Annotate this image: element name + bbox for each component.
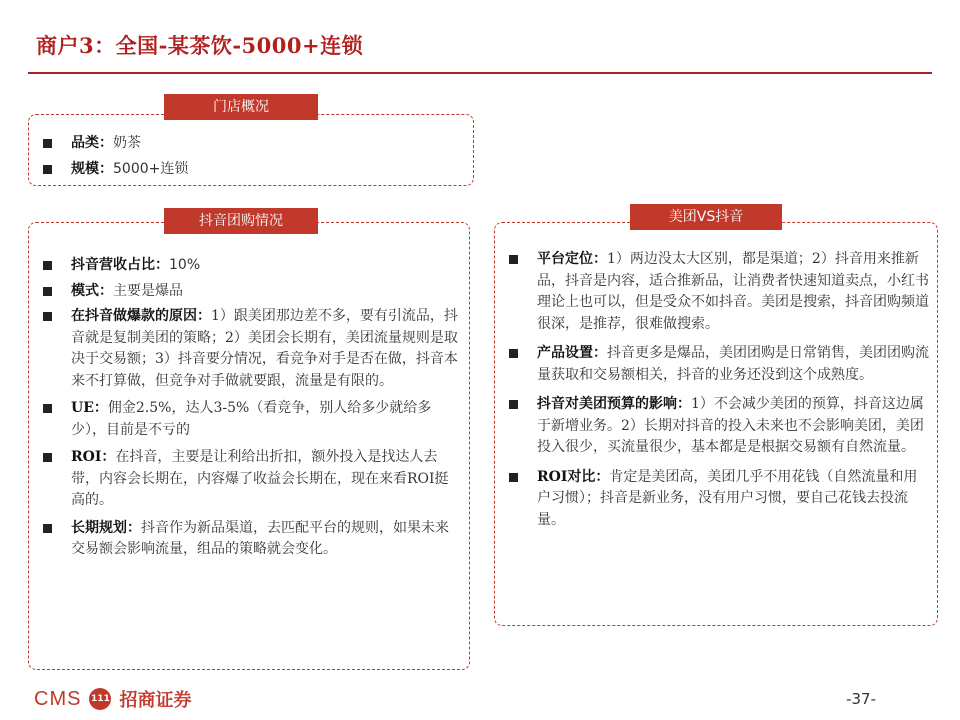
list-item: 抖音对美团预算的影响：1）不会减少美团的预算，抖音这边属于新增业务。2）长期对抖音的投入未来也不会影响美团，美团投入很少，买流量很少，基本都是是根据交易额有自然流量。: [509, 394, 929, 459]
list-item: 品类：奶茶: [43, 133, 463, 155]
cms-logo-text: CMS: [34, 687, 82, 710]
page-title: 商户3：全国-某茶饮-5000+连锁: [36, 33, 364, 58]
list-item: UE：佣金2.5%，达人3-5%（看竞争，别人给多少就给多少），目前是不亏的: [43, 398, 459, 441]
bullet-icon: [43, 453, 52, 462]
list-item: 长期规划：抖音作为新品渠道，去匹配平台的规则，如果未来交易额会影响流量，组品的策略就会变化。: [43, 518, 459, 561]
brand-name: 招商证券: [119, 690, 192, 711]
bullet-icon: [43, 261, 52, 270]
douyin-groupbuy-box: [28, 222, 470, 670]
bullet-icon: [509, 400, 518, 409]
douyin-groupbuy-tag: 抖音团购情况: [164, 208, 318, 234]
bullet-icon: [43, 312, 52, 321]
logo-mark-icon: 111: [89, 688, 111, 710]
bullet-icon: [43, 404, 52, 413]
store-overview-box: [28, 114, 474, 186]
store-overview-list: [43, 133, 463, 180]
footer-logo: [34, 686, 191, 712]
title-divider: [28, 72, 932, 74]
list-item: 模式：主要是爆品: [43, 281, 459, 303]
bullet-icon: [43, 139, 52, 148]
bullet-icon: [43, 524, 52, 533]
bullet-icon: [509, 255, 518, 264]
meituan-vs-douyin-list: [509, 249, 929, 531]
list-item: 规模：5000+连锁: [43, 159, 463, 181]
meituan-vs-douyin-tag: 美团VS抖音: [630, 204, 782, 230]
bullet-icon: [43, 287, 52, 296]
list-item: ROI：在抖音，主要是让利给出折扣，额外投入是找达人去带，内容会长期在，内容爆了收益会长期在，现在来看ROI挺高的。: [43, 447, 459, 512]
bullet-icon: [43, 165, 52, 174]
bullet-icon: [509, 349, 518, 358]
page-number: -37-: [846, 690, 876, 708]
meituan-vs-douyin-box: [494, 222, 938, 626]
douyin-groupbuy-list: [43, 255, 459, 561]
list-item: 产品设置：抖音更多是爆品，美团团购是日常销售，美团团购流量获取和交易额相关，抖音的业务还没到这个成熟度。: [509, 343, 929, 386]
list-item: 平台定位：1）两边没太大区别，都是渠道；2）抖音用来推新品，抖音是内容，适合推新品，让消费者快速知道卖点，小红书理论上也可以，但是受众不如抖音。美团是搜索，抖音团购频道很深，是推荐，很难做搜索。: [509, 249, 929, 335]
list-item: 在抖音做爆款的原因：1）跟美团那边差不多，要有引流品，抖音就是复制美团的策略；2）美团会长期有，美团流量规则是取决于交易额；3）抖音要分情况，看竞争对手是否在做，抖音本来不打算做，但竞争对手做就要跟，流量是有限的。: [43, 306, 459, 392]
bullet-icon: [509, 473, 518, 482]
list-item: ROI对比：肯定是美团高，美团几乎不用花钱（自然流量和用户习惯）；抖音是新业务，没有用户习惯，要自己花钱去投流量。: [509, 467, 929, 532]
list-item: 抖音营收占比：10%: [43, 255, 459, 277]
store-overview-tag: 门店概况: [164, 94, 318, 120]
